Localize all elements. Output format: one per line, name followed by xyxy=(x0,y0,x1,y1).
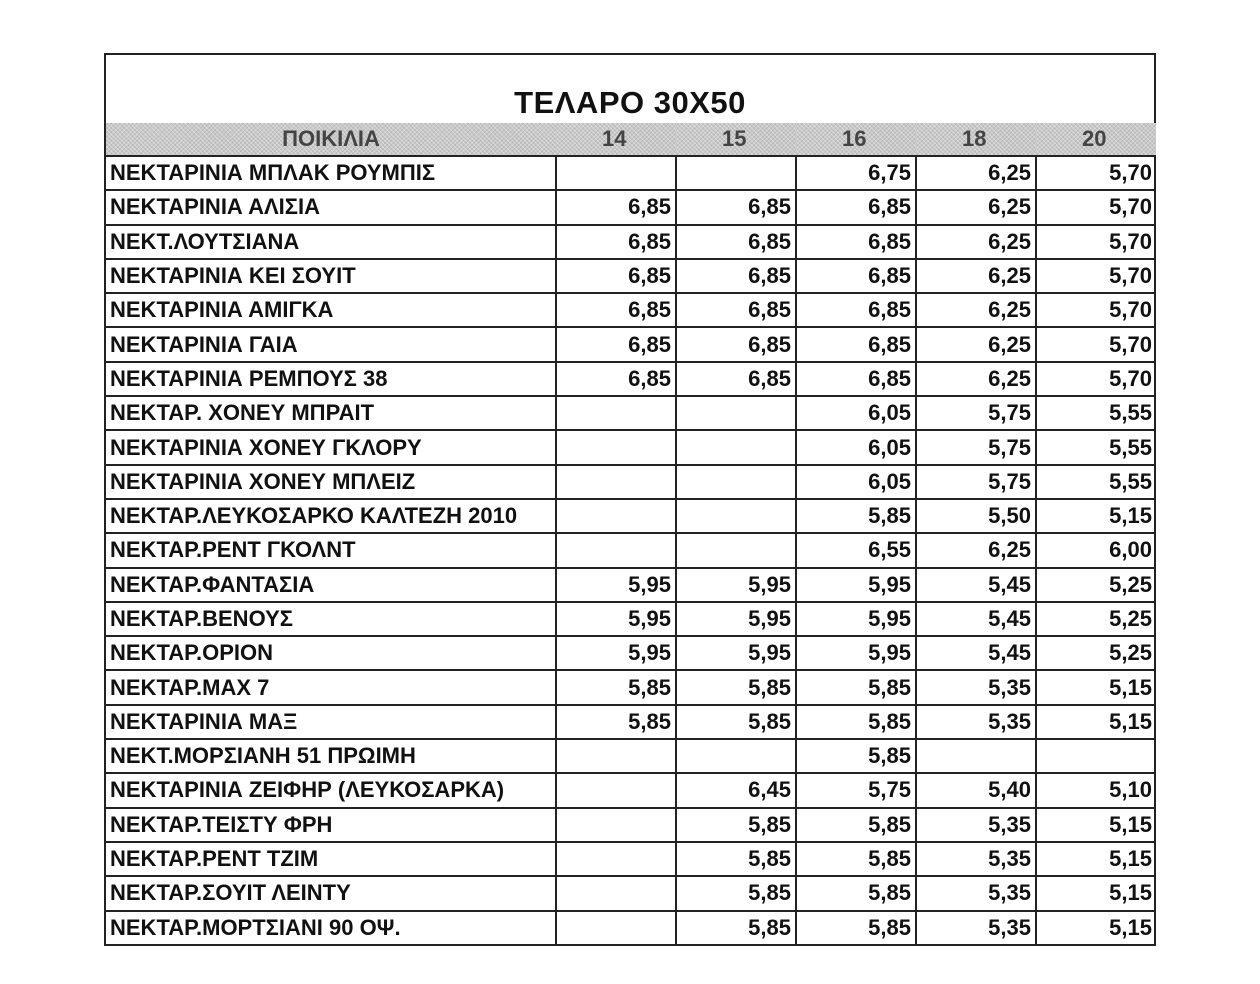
price-cell-size-14: 6,85 xyxy=(556,225,676,259)
table-row xyxy=(106,842,1156,876)
price-cell-size-15 xyxy=(676,396,796,430)
price-cell-size-15: 5,95 xyxy=(676,636,796,670)
price-cell-size-20: 5,70 xyxy=(1036,362,1156,396)
price-cell-size-15: 5,95 xyxy=(676,602,796,636)
price-cell-size-20: 5,25 xyxy=(1036,602,1156,636)
column-header-size-16: 16 xyxy=(796,123,916,156)
price-cell-size-15: 5,85 xyxy=(676,705,796,739)
table-row xyxy=(106,568,1156,602)
table-row xyxy=(106,259,1156,293)
variety-name-cell: ΝΕΚΤΑΡΙΝΙΑ ΧΟΝΕΥ ΜΠΛΕΙΖ xyxy=(106,465,556,499)
price-cell-size-15 xyxy=(676,465,796,499)
variety-name-cell: ΝΕΚΤΑΡ.ΦΑΝΤΑΣΙΑ xyxy=(106,568,556,602)
price-cell-size-16: 6,05 xyxy=(796,396,916,430)
price-cell-size-14 xyxy=(556,739,676,773)
price-table xyxy=(106,123,1156,944)
column-header-size-18: 18 xyxy=(916,123,1036,156)
table-row xyxy=(106,876,1156,910)
price-cell-size-15: 5,85 xyxy=(676,842,796,876)
table-row xyxy=(106,602,1156,636)
price-cell-size-20: 6,00 xyxy=(1036,533,1156,567)
price-cell-size-20: 5,15 xyxy=(1036,876,1156,910)
column-header-variety: ΠΟΙΚΙΛΙΑ xyxy=(106,123,556,156)
table-row xyxy=(106,739,1156,773)
price-cell-size-15: 5,85 xyxy=(676,911,796,944)
price-cell-size-20: 5,15 xyxy=(1036,808,1156,842)
price-cell-size-16: 6,55 xyxy=(796,533,916,567)
variety-name-cell: ΝΕΚΤΑΡ.ΜΟΡΤΣΙΑΝΙ 90 ΟΨ. xyxy=(106,911,556,944)
price-cell-size-18: 5,40 xyxy=(916,773,1036,807)
price-cell-size-14: 5,95 xyxy=(556,602,676,636)
table-row xyxy=(106,533,1156,567)
price-cell-size-16: 6,85 xyxy=(796,225,916,259)
price-cell-size-20: 5,15 xyxy=(1036,911,1156,944)
variety-name-cell: ΝΕΚΤΑΡ.ΜΑΧ 7 xyxy=(106,670,556,704)
price-cell-size-20: 5,70 xyxy=(1036,225,1156,259)
table-row xyxy=(106,190,1156,224)
table-row xyxy=(106,225,1156,259)
price-cell-size-16: 6,05 xyxy=(796,465,916,499)
variety-name-cell: ΝΕΚΤ.ΜΟΡΣΙΑΝΗ 51 ΠΡΩΙΜΗ xyxy=(106,739,556,773)
price-cell-size-18: 5,35 xyxy=(916,705,1036,739)
variety-name-cell: ΝΕΚΤΑΡ.ΒΕΝΟΥΣ xyxy=(106,602,556,636)
variety-name-cell: ΝΕΚΤΑΡΙΝΙΑ ΧΟΝΕΥ ΓΚΛΟΡΥ xyxy=(106,430,556,464)
price-cell-size-14: 6,85 xyxy=(556,327,676,361)
price-cell-size-18: 5,75 xyxy=(916,465,1036,499)
price-cell-size-14: 6,85 xyxy=(556,362,676,396)
price-cell-size-14: 5,95 xyxy=(556,568,676,602)
price-cell-size-18 xyxy=(916,739,1036,773)
price-cell-size-16: 5,85 xyxy=(796,876,916,910)
price-cell-size-14: 6,85 xyxy=(556,259,676,293)
price-cell-size-14 xyxy=(556,430,676,464)
price-cell-size-14 xyxy=(556,156,676,190)
price-cell-size-20: 5,10 xyxy=(1036,773,1156,807)
price-cell-size-18: 5,35 xyxy=(916,911,1036,944)
price-cell-size-15: 5,85 xyxy=(676,670,796,704)
price-cell-size-15: 5,85 xyxy=(676,876,796,910)
price-cell-size-14 xyxy=(556,396,676,430)
price-cell-size-15 xyxy=(676,156,796,190)
table-row xyxy=(106,808,1156,842)
sheet-title: ΤΕΛΑΡΟ 30Χ50 xyxy=(514,85,746,120)
price-cell-size-14 xyxy=(556,499,676,533)
price-cell-size-18: 6,25 xyxy=(916,362,1036,396)
variety-name-cell: ΝΕΚΤΑΡ.ΛΕΥΚΟΣΑΡΚΟ ΚΑΛΤΕΖΗ 2010 xyxy=(106,499,556,533)
price-cell-size-14: 6,85 xyxy=(556,293,676,327)
price-cell-size-16: 5,95 xyxy=(796,568,916,602)
price-cell-size-14: 5,85 xyxy=(556,705,676,739)
table-row xyxy=(106,773,1156,807)
price-cell-size-15 xyxy=(676,430,796,464)
price-cell-size-18: 6,25 xyxy=(916,327,1036,361)
price-cell-size-16: 5,85 xyxy=(796,842,916,876)
column-header-size-20: 20 xyxy=(1036,123,1156,156)
variety-name-cell: ΝΕΚΤΑΡΙΝΙΑ ΜΠΛΑΚ ΡΟΥΜΠΙΣ xyxy=(106,156,556,190)
table-row xyxy=(106,670,1156,704)
column-header-size-15: 15 xyxy=(676,123,796,156)
price-cell-size-15: 6,85 xyxy=(676,225,796,259)
table-row xyxy=(106,705,1156,739)
price-cell-size-15: 6,85 xyxy=(676,259,796,293)
table-row xyxy=(106,499,1156,533)
price-cell-size-14 xyxy=(556,533,676,567)
price-cell-size-16: 5,85 xyxy=(796,911,916,944)
price-cell-size-15: 6,45 xyxy=(676,773,796,807)
price-cell-size-14: 5,85 xyxy=(556,670,676,704)
variety-name-cell: ΝΕΚΤΑΡΙΝΙΑ ΑΛΙΣΙΑ xyxy=(106,190,556,224)
price-cell-size-18: 5,45 xyxy=(916,636,1036,670)
price-cell-size-16: 5,85 xyxy=(796,705,916,739)
price-cell-size-20: 5,15 xyxy=(1036,842,1156,876)
price-cell-size-16: 5,85 xyxy=(796,739,916,773)
price-cell-size-18: 5,50 xyxy=(916,499,1036,533)
price-cell-size-16: 6,75 xyxy=(796,156,916,190)
price-cell-size-16: 6,85 xyxy=(796,327,916,361)
price-cell-size-16: 5,95 xyxy=(796,602,916,636)
price-cell-size-20: 5,70 xyxy=(1036,327,1156,361)
column-header-size-14: 14 xyxy=(556,123,676,156)
price-cell-size-18: 5,45 xyxy=(916,602,1036,636)
price-cell-size-18: 6,25 xyxy=(916,259,1036,293)
price-cell-size-20: 5,55 xyxy=(1036,465,1156,499)
variety-name-cell: ΝΕΚΤΑΡ.ΣΟΥΙΤ ΛΕΙΝΤΥ xyxy=(106,876,556,910)
price-cell-size-15: 6,85 xyxy=(676,327,796,361)
price-cell-size-16: 5,85 xyxy=(796,499,916,533)
price-cell-size-14 xyxy=(556,842,676,876)
price-cell-size-15: 6,85 xyxy=(676,293,796,327)
price-cell-size-16: 6,85 xyxy=(796,362,916,396)
variety-name-cell: ΝΕΚΤΑΡΙΝΙΑ ΜΑΞ xyxy=(106,705,556,739)
price-cell-size-20: 5,15 xyxy=(1036,670,1156,704)
price-cell-size-18: 5,75 xyxy=(916,396,1036,430)
price-cell-size-14 xyxy=(556,911,676,944)
header-row xyxy=(106,123,1156,156)
table-row xyxy=(106,911,1156,944)
price-cell-size-18: 6,25 xyxy=(916,190,1036,224)
table-row xyxy=(106,327,1156,361)
price-cell-size-16: 5,75 xyxy=(796,773,916,807)
table-row xyxy=(106,430,1156,464)
variety-name-cell: ΝΕΚΤΑΡΙΝΙΑ ΖΕΙΦΗΡ (ΛΕΥΚΟΣΑΡΚΑ) xyxy=(106,773,556,807)
price-cell-size-16: 6,85 xyxy=(796,293,916,327)
table-row xyxy=(106,293,1156,327)
variety-name-cell: ΝΕΚΤΑΡ. ΧΟΝΕΥ ΜΠΡΑΙΤ xyxy=(106,396,556,430)
price-cell-size-16: 5,95 xyxy=(796,636,916,670)
price-cell-size-15: 6,85 xyxy=(676,362,796,396)
price-cell-size-18: 5,35 xyxy=(916,842,1036,876)
price-cell-size-16: 5,85 xyxy=(796,670,916,704)
price-cell-size-14 xyxy=(556,808,676,842)
price-cell-size-14: 6,85 xyxy=(556,190,676,224)
price-cell-size-20 xyxy=(1036,739,1156,773)
price-cell-size-18: 6,25 xyxy=(916,533,1036,567)
price-cell-size-18: 5,35 xyxy=(916,808,1036,842)
variety-name-cell: ΝΕΚΤΑΡ.ΟΡΙΟΝ xyxy=(106,636,556,670)
price-cell-size-15 xyxy=(676,739,796,773)
price-cell-size-20: 5,15 xyxy=(1036,705,1156,739)
price-cell-size-16: 6,85 xyxy=(796,259,916,293)
price-cell-size-16: 6,05 xyxy=(796,430,916,464)
price-cell-size-20: 5,70 xyxy=(1036,259,1156,293)
price-cell-size-16: 5,85 xyxy=(796,808,916,842)
table-row xyxy=(106,636,1156,670)
price-cell-size-18: 6,25 xyxy=(916,225,1036,259)
price-cell-size-15 xyxy=(676,533,796,567)
table-row xyxy=(106,396,1156,430)
price-cell-size-15 xyxy=(676,499,796,533)
table-row xyxy=(106,362,1156,396)
price-cell-size-15: 5,95 xyxy=(676,568,796,602)
variety-name-cell: ΝΕΚΤΑΡ.ΡΕΝΤ ΤΖΙΜ xyxy=(106,842,556,876)
price-cell-size-20: 5,25 xyxy=(1036,568,1156,602)
price-cell-size-15: 5,85 xyxy=(676,808,796,842)
price-cell-size-20: 5,70 xyxy=(1036,190,1156,224)
variety-name-cell: ΝΕΚΤΑΡΙΝΙΑ ΓΑΙΑ xyxy=(106,327,556,361)
price-cell-size-18: 5,45 xyxy=(916,568,1036,602)
table-row xyxy=(106,465,1156,499)
table-row xyxy=(106,156,1156,190)
variety-name-cell: ΝΕΚΤΑΡΙΝΙΑ ΡΕΜΠΟΥΣ 38 xyxy=(106,362,556,396)
price-cell-size-14 xyxy=(556,876,676,910)
variety-name-cell: ΝΕΚΤ.ΛΟΥΤΣΙΑΝΑ xyxy=(106,225,556,259)
variety-name-cell: ΝΕΚΤΑΡ.ΡΕΝΤ ΓΚΟΛΝΤ xyxy=(106,533,556,567)
price-cell-size-20: 5,55 xyxy=(1036,430,1156,464)
price-sheet xyxy=(104,53,1156,946)
price-cell-size-20: 5,15 xyxy=(1036,499,1156,533)
price-cell-size-15: 6,85 xyxy=(676,190,796,224)
price-cell-size-18: 5,35 xyxy=(916,670,1036,704)
price-cell-size-14 xyxy=(556,465,676,499)
price-cell-size-18: 5,75 xyxy=(916,430,1036,464)
price-cell-size-14: 5,95 xyxy=(556,636,676,670)
table-body xyxy=(106,156,1156,944)
price-cell-size-18: 6,25 xyxy=(916,293,1036,327)
price-cell-size-16: 6,85 xyxy=(796,190,916,224)
variety-name-cell: ΝΕΚΤΑΡΙΝΙΑ ΚΕΙ ΣΟΥΙΤ xyxy=(106,259,556,293)
variety-name-cell: ΝΕΚΤΑΡΙΝΙΑ ΑΜΙΓΚΑ xyxy=(106,293,556,327)
price-cell-size-20: 5,25 xyxy=(1036,636,1156,670)
price-cell-size-20: 5,55 xyxy=(1036,396,1156,430)
price-cell-size-18: 6,25 xyxy=(916,156,1036,190)
price-cell-size-14 xyxy=(556,773,676,807)
variety-name-cell: ΝΕΚΤΑΡ.ΤΕΙΣΤΥ ΦΡΗ xyxy=(106,808,556,842)
price-cell-size-20: 5,70 xyxy=(1036,156,1156,190)
price-cell-size-18: 5,35 xyxy=(916,876,1036,910)
price-cell-size-20: 5,70 xyxy=(1036,293,1156,327)
